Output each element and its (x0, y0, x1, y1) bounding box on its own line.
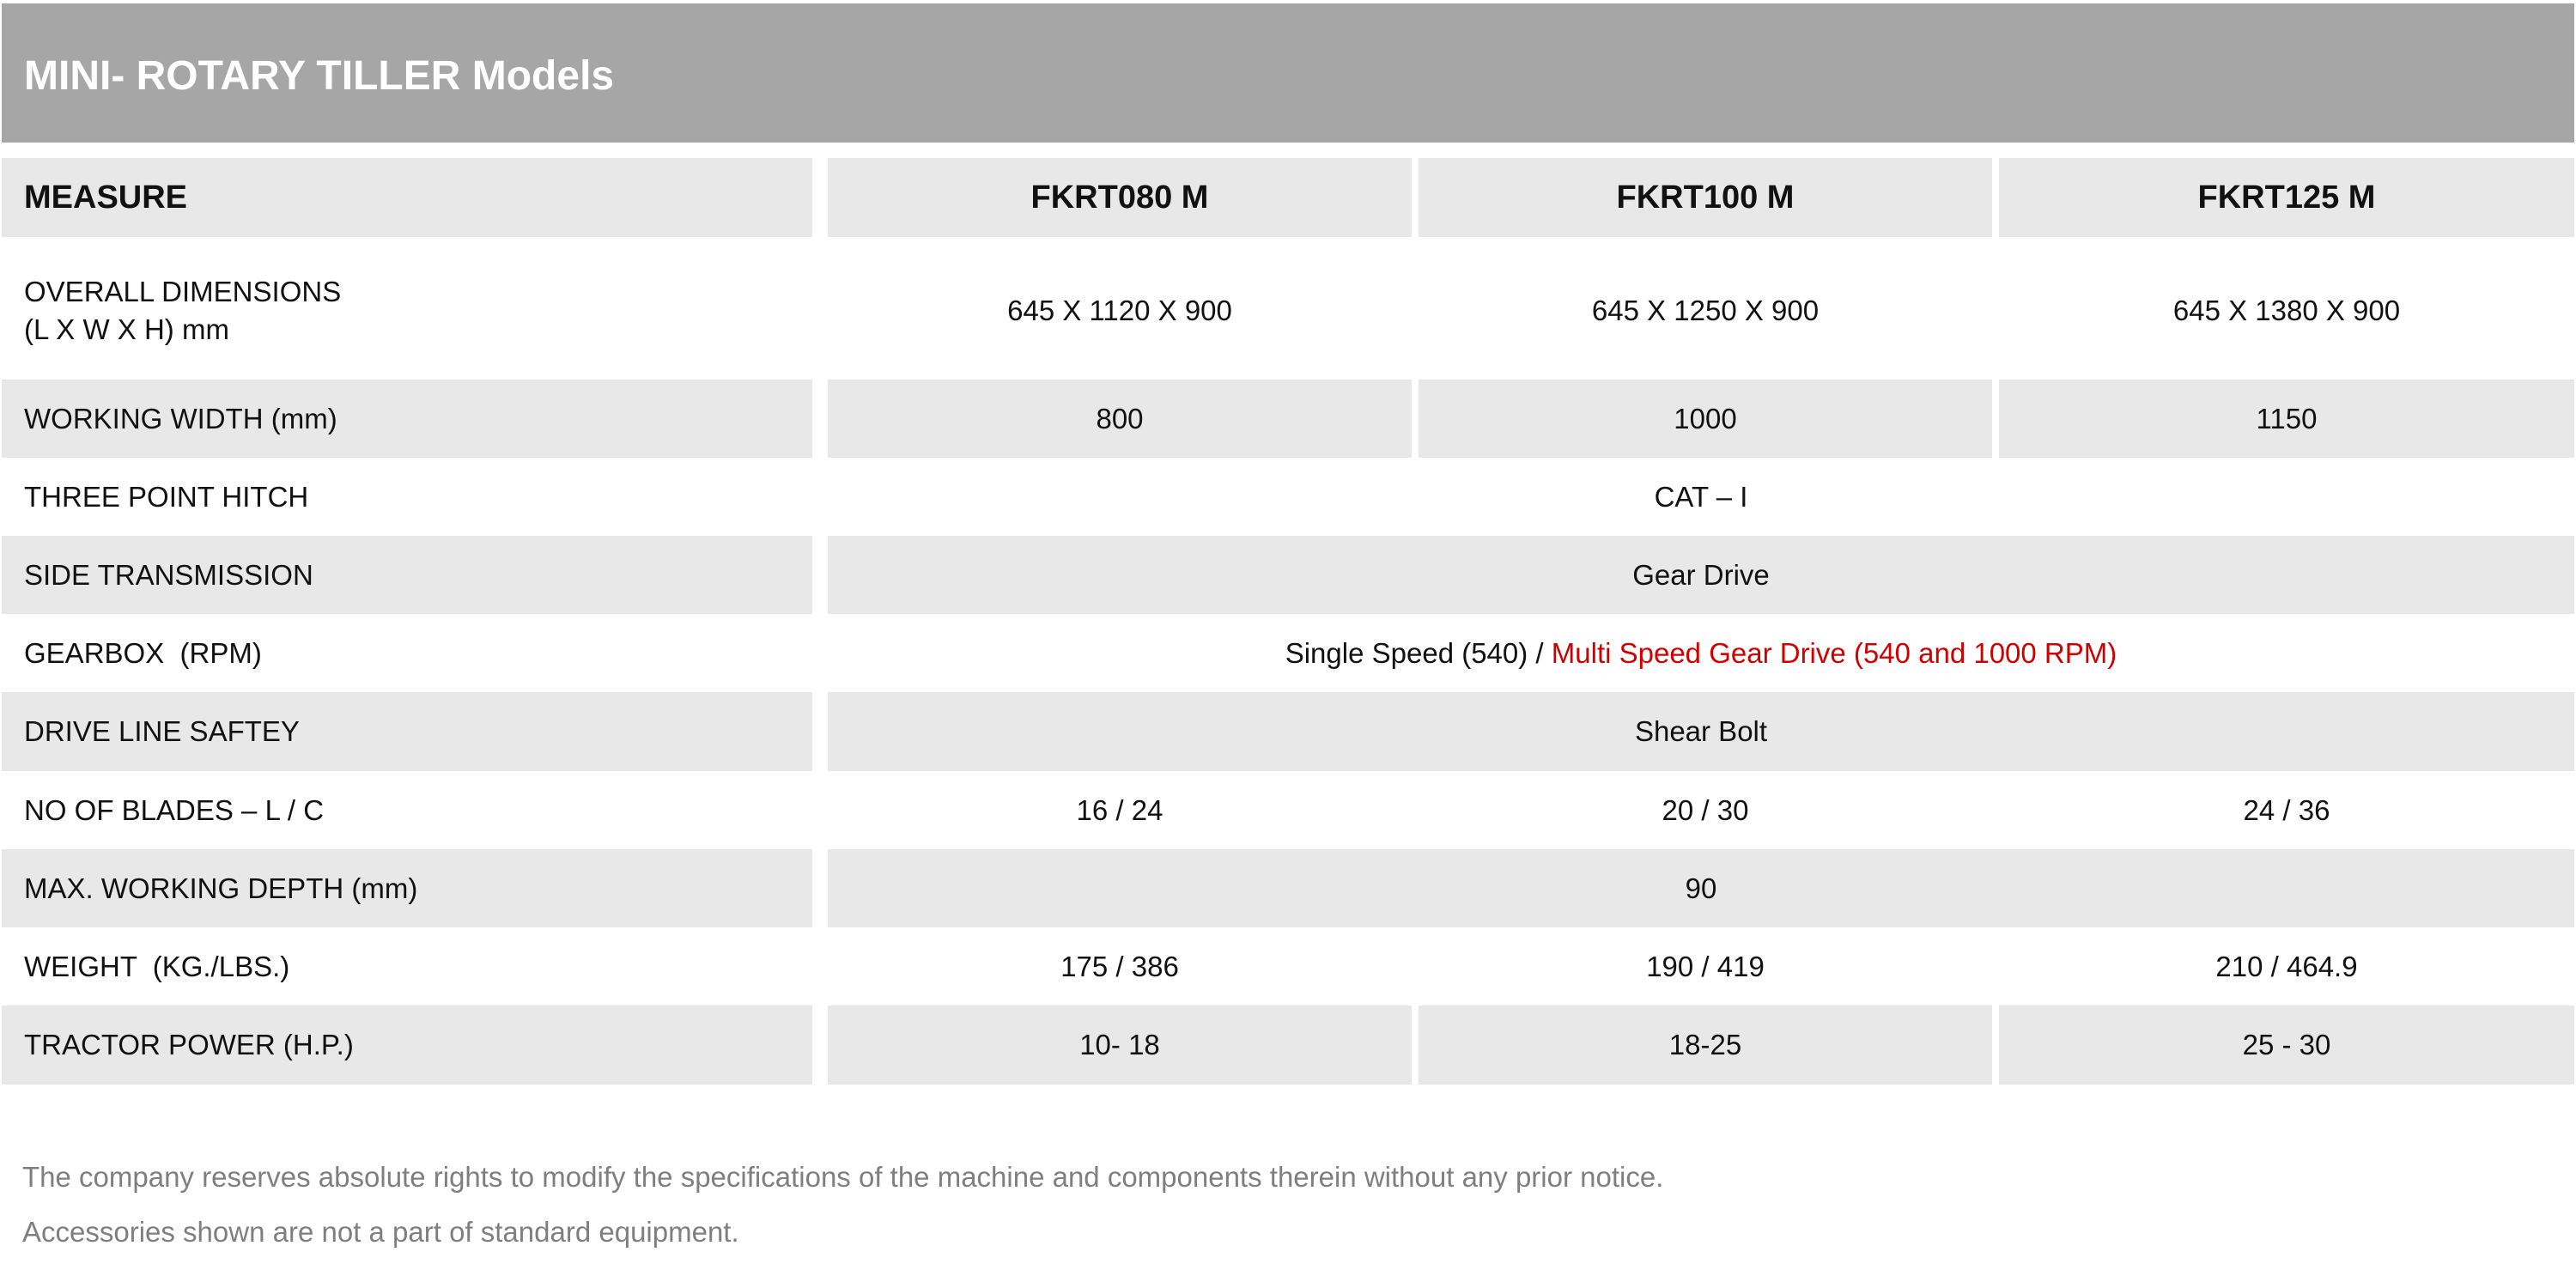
header-measure: MEASURE (2, 158, 812, 237)
overall-dimensions-value-2: 645 X 1250 X 900 (1591, 295, 1820, 326)
weight-value-3: 210 / 464.9 (2215, 950, 2358, 982)
gearbox-value (828, 614, 2574, 692)
title-bar (2, 3, 2574, 143)
row-tractor-power-label: TRACTOR POWER (H.P.) (2, 1006, 812, 1085)
overall-dimensions-label-line1: OVERALL DIMENSIONS (24, 276, 342, 307)
row-weight-label: WEIGHT (KG./LBS.) (24, 950, 290, 982)
tractor-power-value-1: 10- 18 (828, 1006, 1412, 1085)
disclaimer-note: The company reserves absolute rights to modify the specifications of the machine and components therein without any prior notice. (22, 1161, 1664, 1193)
header-model-1: FKRT080 M (828, 158, 1412, 237)
overall-dimensions-value-1: 645 X 1120 X 900 (1007, 295, 1232, 326)
no-of-blades-value-3: 24 / 36 (2243, 793, 2330, 826)
row-gearbox-label: GEARBOX (RPM) (24, 636, 262, 669)
page-title: MINI- ROTARY TILLER Models (24, 53, 615, 99)
row-max-working-depth-label: MAX. WORKING DEPTH (mm) (2, 849, 812, 927)
accessories-note: Accessories shown are not a part of standard equipment. (22, 1216, 739, 1248)
row-overall-dimensions-label (2, 247, 812, 374)
drive-line-safety-value: Shear Bolt (828, 692, 2574, 771)
three-point-hitch-value: CAT – I (1654, 480, 1748, 513)
row-three-point-hitch-label: THREE POINT HITCH (24, 480, 309, 513)
no-of-blades-value-1: 16 / 24 (1076, 793, 1163, 826)
row-drive-line-safety-label: DRIVE LINE SAFTEY (2, 692, 812, 771)
weight-value-2: 190 / 419 (1646, 950, 1765, 982)
row-side-transmission-label: SIDE TRANSMISSION (2, 536, 812, 614)
tractor-power-value-3: 25 - 30 (1999, 1006, 2574, 1085)
overall-dimensions-label-line2: (L X W X H) mm (24, 313, 229, 345)
working-width-value-1: 800 (828, 380, 1412, 458)
gearbox-value-plain: Single Speed (540) / (1285, 636, 1552, 669)
max-working-depth-value: 90 (828, 849, 2574, 927)
row-no-of-blades-label: NO OF BLADES – L / C (24, 793, 325, 826)
header-model-2: FKRT100 M (1419, 158, 1992, 237)
overall-dimensions-value-3: 645 X 1380 X 900 (2172, 295, 2401, 326)
tractor-power-value-2: 18-25 (1419, 1006, 1992, 1085)
working-width-value-3: 1150 (1999, 380, 2574, 458)
row-working-width-label: WORKING WIDTH (mm) (2, 380, 812, 458)
weight-value-1: 175 / 386 (1060, 950, 1179, 982)
side-transmission-value: Gear Drive (828, 536, 2574, 614)
no-of-blades-value-2: 20 / 30 (1662, 793, 1749, 826)
working-width-value-2: 1000 (1419, 380, 1992, 458)
gearbox-value-highlight: Multi Speed Gear Drive (540 and 1000 RPM) (1551, 636, 2117, 669)
header-model-3: FKRT125 M (1999, 158, 2574, 237)
